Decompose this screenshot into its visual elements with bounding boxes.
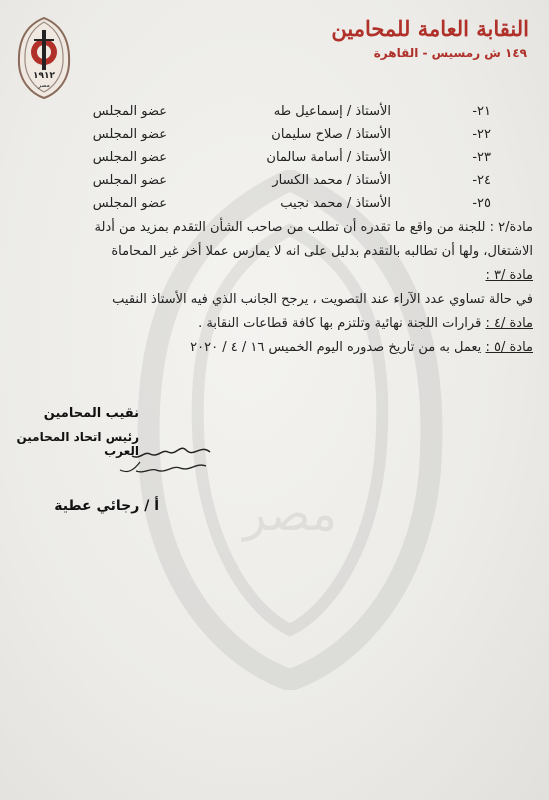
signatory-subtitle: رئيس اتحاد المحامين العرب — [16, 430, 139, 458]
logo-year: ١٩١٢ — [33, 71, 55, 81]
article-5-body: يعمل به من تاريخ صدوره اليوم الخميس ١٦ / ٤ / ٢٠٢٠ — [190, 340, 482, 355]
signatory-name: أ / رجائي عطية — [54, 498, 159, 514]
member-role: عضو المجلس — [92, 104, 167, 119]
article-4-body: قرارات اللجنة نهائية وتلتزم بها كافة قطاعات النقابة . — [198, 316, 482, 331]
article-5-heading: مادة /٥ : — [485, 340, 533, 355]
member-number: ٢٣- — [472, 150, 491, 165]
article-2-line-1: مادة/٢ : للجنة من واقع ما تقدره أن تطلب من صاحب الشأن التقدم بمزيد من أدلة — [94, 220, 533, 235]
member-row — [0, 104, 549, 126]
member-role: عضو المجلس — [92, 127, 167, 142]
member-role: عضو المجلس — [92, 196, 167, 211]
article-3-heading — [13, 268, 533, 283]
member-number: ٢٥- — [472, 196, 491, 211]
member-number: ٢١- — [472, 104, 491, 119]
organization-address: ١٤٩ ش رمسيس - القاهرة — [373, 46, 527, 60]
article-5 — [13, 340, 533, 355]
syndicate-logo — [14, 16, 74, 100]
member-role: عضو المجلس — [92, 173, 167, 188]
article-4 — [13, 316, 533, 331]
member-number: ٢٤- — [472, 173, 491, 188]
member-row — [0, 173, 549, 195]
organization-title: النقابة العامة للمحامين — [331, 16, 529, 41]
member-name: الأستاذ / أسامة سالمان — [266, 150, 391, 165]
article-2-line-2: الاشتغال، ولها أن تطالبه بالتقدم بدليل على انه لا يمارس عملا أخر غير المحاماة — [111, 244, 533, 259]
member-row — [0, 196, 549, 218]
logo-country: مصر — [38, 82, 50, 89]
handwritten-signature — [110, 440, 220, 480]
article-3-body: في حالة تساوي عدد الآراء عند التصويت ، يرجح الجانب الذي فيه الأستاذ النقيب — [112, 292, 533, 307]
member-row — [0, 150, 549, 172]
member-number: ٢٢- — [472, 127, 491, 142]
member-name: الأستاذ / صلاح سليمان — [271, 127, 391, 142]
article-4-heading: مادة /٤ : — [485, 316, 533, 331]
member-role: عضو المجلس — [92, 150, 167, 165]
member-row — [0, 127, 549, 149]
watermark-text: مصر — [243, 486, 337, 542]
signatory-title: نقيب المحامين — [43, 406, 139, 421]
member-name: الأستاذ / محمد الكسار — [272, 173, 391, 188]
member-name: الأستاذ / محمد نجيب — [280, 196, 391, 211]
member-name: الأستاذ / إسماعيل طه — [273, 104, 391, 119]
article-3-heading-text: مادة /٣ : — [485, 268, 533, 283]
